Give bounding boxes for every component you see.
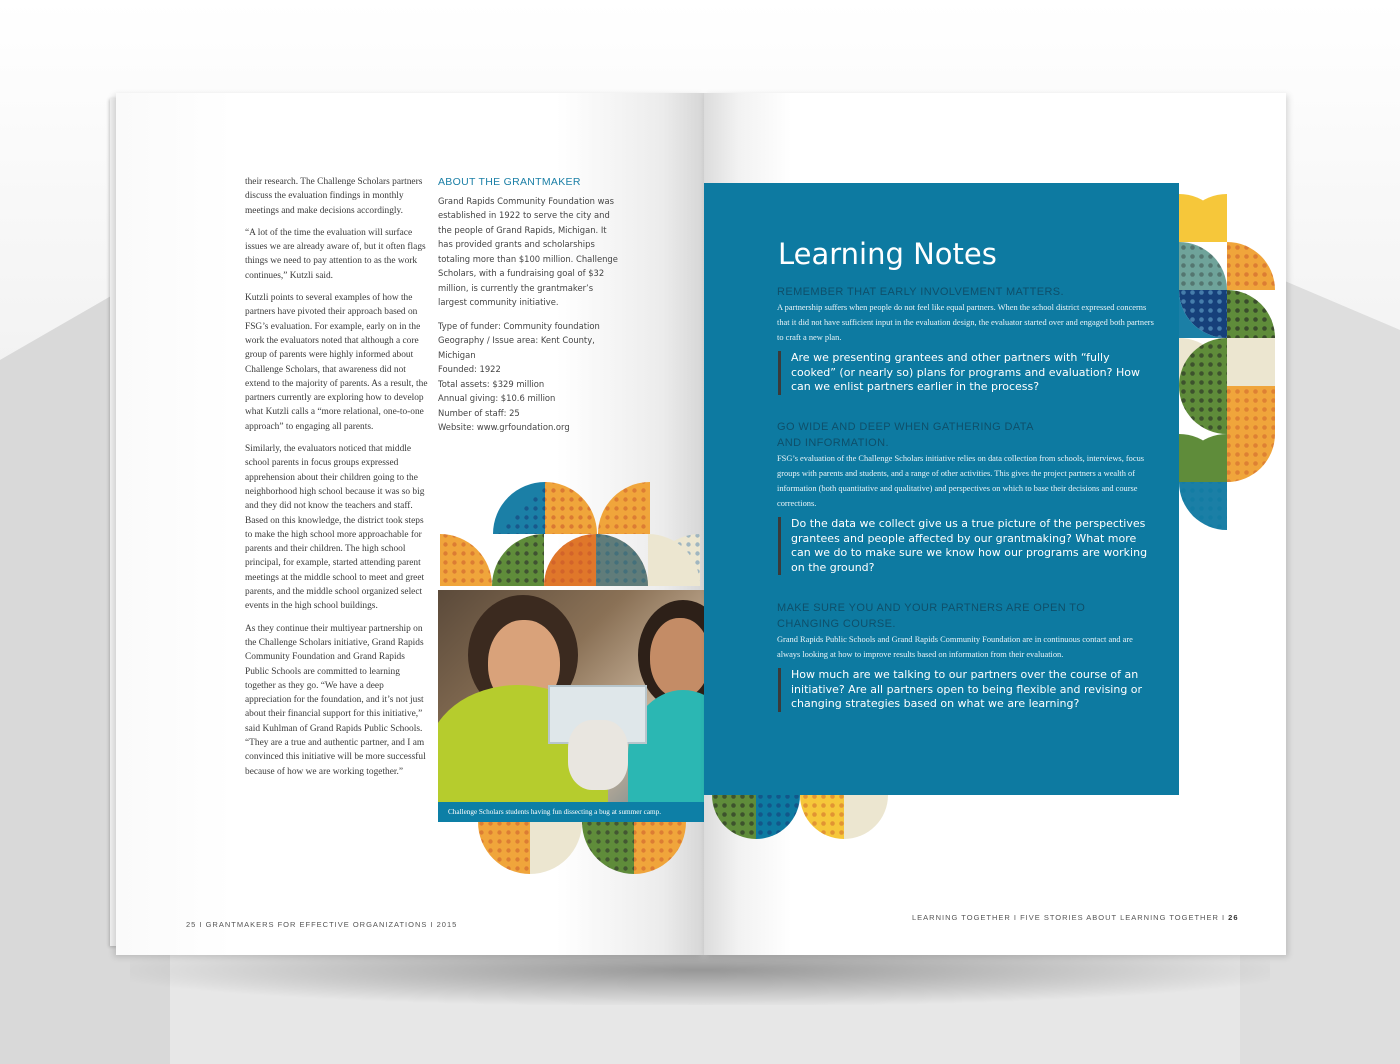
about-grantmaker-sidebar xyxy=(438,175,620,435)
learning-notes-panel xyxy=(704,183,1179,795)
section-text: Grand Rapids Public Schools and Grand Rapids Community Foundation are in continuous contact and are always looking at how to improve results based on information from their evaluation. xyxy=(777,635,1133,659)
students-photo xyxy=(438,590,704,802)
heading-line: CHANGING COURSE. xyxy=(777,618,896,630)
fact-item: Total assets: $329 million xyxy=(438,378,545,389)
learning-notes-title: Learning Notes xyxy=(778,237,997,271)
section-question: Are we presenting grantees and other partners with “fully cooked” (or nearly so) plans for programs and evaluation? How can we enlist partners earlier in the process? xyxy=(778,351,1155,395)
fact-item: Annual giving: $10.6 million xyxy=(438,393,556,403)
page-number: 26 xyxy=(1228,913,1239,922)
body-paragraph: their research. The Challenge Scholars partners discuss the evaluation findings in monthly meetings and make decisions accordingly. xyxy=(245,177,423,216)
body-paragraph: Kutzli points to several examples of how the partners have pivoted their approach based on FSG’s evaluation. For example, early on in the work the evaluators noted that although a core group of parents were highly informed about Challenge Scholars, that awareness did not extend to the majority of parents. As a result, the partners currently are exploring how to develop what Kutzli calls a “more relational, one-to-one approach” to engaging all parents. xyxy=(245,293,428,432)
heading-line: GO WIDE AND DEEP WHEN GATHERING DATA xyxy=(777,421,1034,433)
section-text: A partnership suffers when people do not feel like equal partners. When the school district expressed concerns that it did not have sufficient input in the evaluation design, the evaluator started over and engaged both partners to craft a new plan. xyxy=(777,303,1154,342)
body-paragraph: Similarly, the evaluators noticed that middle school parents in focus groups expressed apprehension about their children going to the neighborhood high school because it was so big and they did not know the teachers and staff. Based on this knowledge, the district took steps to make the high school more approachable for parents and their children. The high school principal, for example, started attending parent meetings at the middle school to meet and greet parents, and the middle school organized select events in the high school buildings. xyxy=(245,444,425,612)
fact-item: Geography / Issue area: Kent County, Michigan xyxy=(438,335,595,360)
left-page-footer: 25 I GRANTMAKERS FOR EFFECTIVE ORGANIZATIONS I 2015 xyxy=(186,920,458,929)
section-heading xyxy=(777,600,1155,632)
fact-item: Type of funder: Community foundation xyxy=(438,320,600,331)
note-section-1 xyxy=(777,284,1155,395)
left-body-column xyxy=(245,175,429,787)
section-heading: REMEMBER THAT EARLY INVOLVEMENT MATTERS. xyxy=(777,286,1064,298)
fact-item: Number of staff: 25 xyxy=(438,407,520,418)
heading-line: MAKE SURE YOU AND YOUR PARTNERS ARE OPEN TO xyxy=(777,602,1086,614)
sidebar-facts xyxy=(438,319,620,435)
body-paragraph: As they continue their multiyear partnership on the Challenge Scholars initiative, Grand Rapids Community Foundation and Grand Rapids Public Schools are committed to learning together as they go. “We have a deep appreciation for the foundation, and it’s not just about their financial support for this initiative,” said Kuhlman of Grand Rapids Public Schools. “They are a true and authentic partner, and I am convinced this initiative will be more successful because of how we are working together.” xyxy=(245,623,426,777)
body-paragraph: “A lot of the time the evaluation will surface issues we are already aware of, but it often flags things we need to pay attention to as the work continues,” Kutzli said. xyxy=(245,227,426,281)
note-section-3 xyxy=(777,600,1155,712)
section-question: How much are we talking to our partners over the course of an initiative? Are all partners open to being flexible and revising or changing strategies based on what we are learning? xyxy=(778,668,1155,712)
section-heading xyxy=(777,419,1155,451)
heading-line: AND INFORMATION. xyxy=(777,437,889,449)
fact-item: Website: www.grfoundation.org xyxy=(438,422,570,432)
section-text: FSG’s evaluation of the Challenge Scholars initiative relies on data collection from schools, interviews, focus groups with parents and students, and a range of other activities. This gives the project partners a wealth of information (both quantitative and qualitative) and perspectives on which to base their decisions and course corrections. xyxy=(777,454,1145,508)
sidebar-intro: Grand Rapids Community Foundation was established in 1922 to serve the city and the people of Grand Rapids, Michigan. It has provided grants and scholarships totaling more than $100 million. Challenge Scholars, with a fundraising goal of $32 million, is currently the grantmaker’s largest community initiative. xyxy=(438,195,618,307)
fact-item: Founded: 1922 xyxy=(438,364,501,374)
note-section-2 xyxy=(777,419,1155,575)
footer-text: LEARNING TOGETHER I FIVE STORIES ABOUT LEARNING TOGETHER I xyxy=(912,913,1229,922)
section-question: Do the data we collect give us a true picture of the perspectives grantees and people affected by our grantmaking? What more can we do to make sure we know how our programs are working on the ground? xyxy=(778,517,1155,575)
sidebar-title: ABOUT THE GRANTMAKER xyxy=(438,176,581,188)
photo-caption: Challenge Scholars students having fun dissecting a bug at summer camp. xyxy=(438,802,704,822)
right-page-footer xyxy=(912,913,1239,922)
